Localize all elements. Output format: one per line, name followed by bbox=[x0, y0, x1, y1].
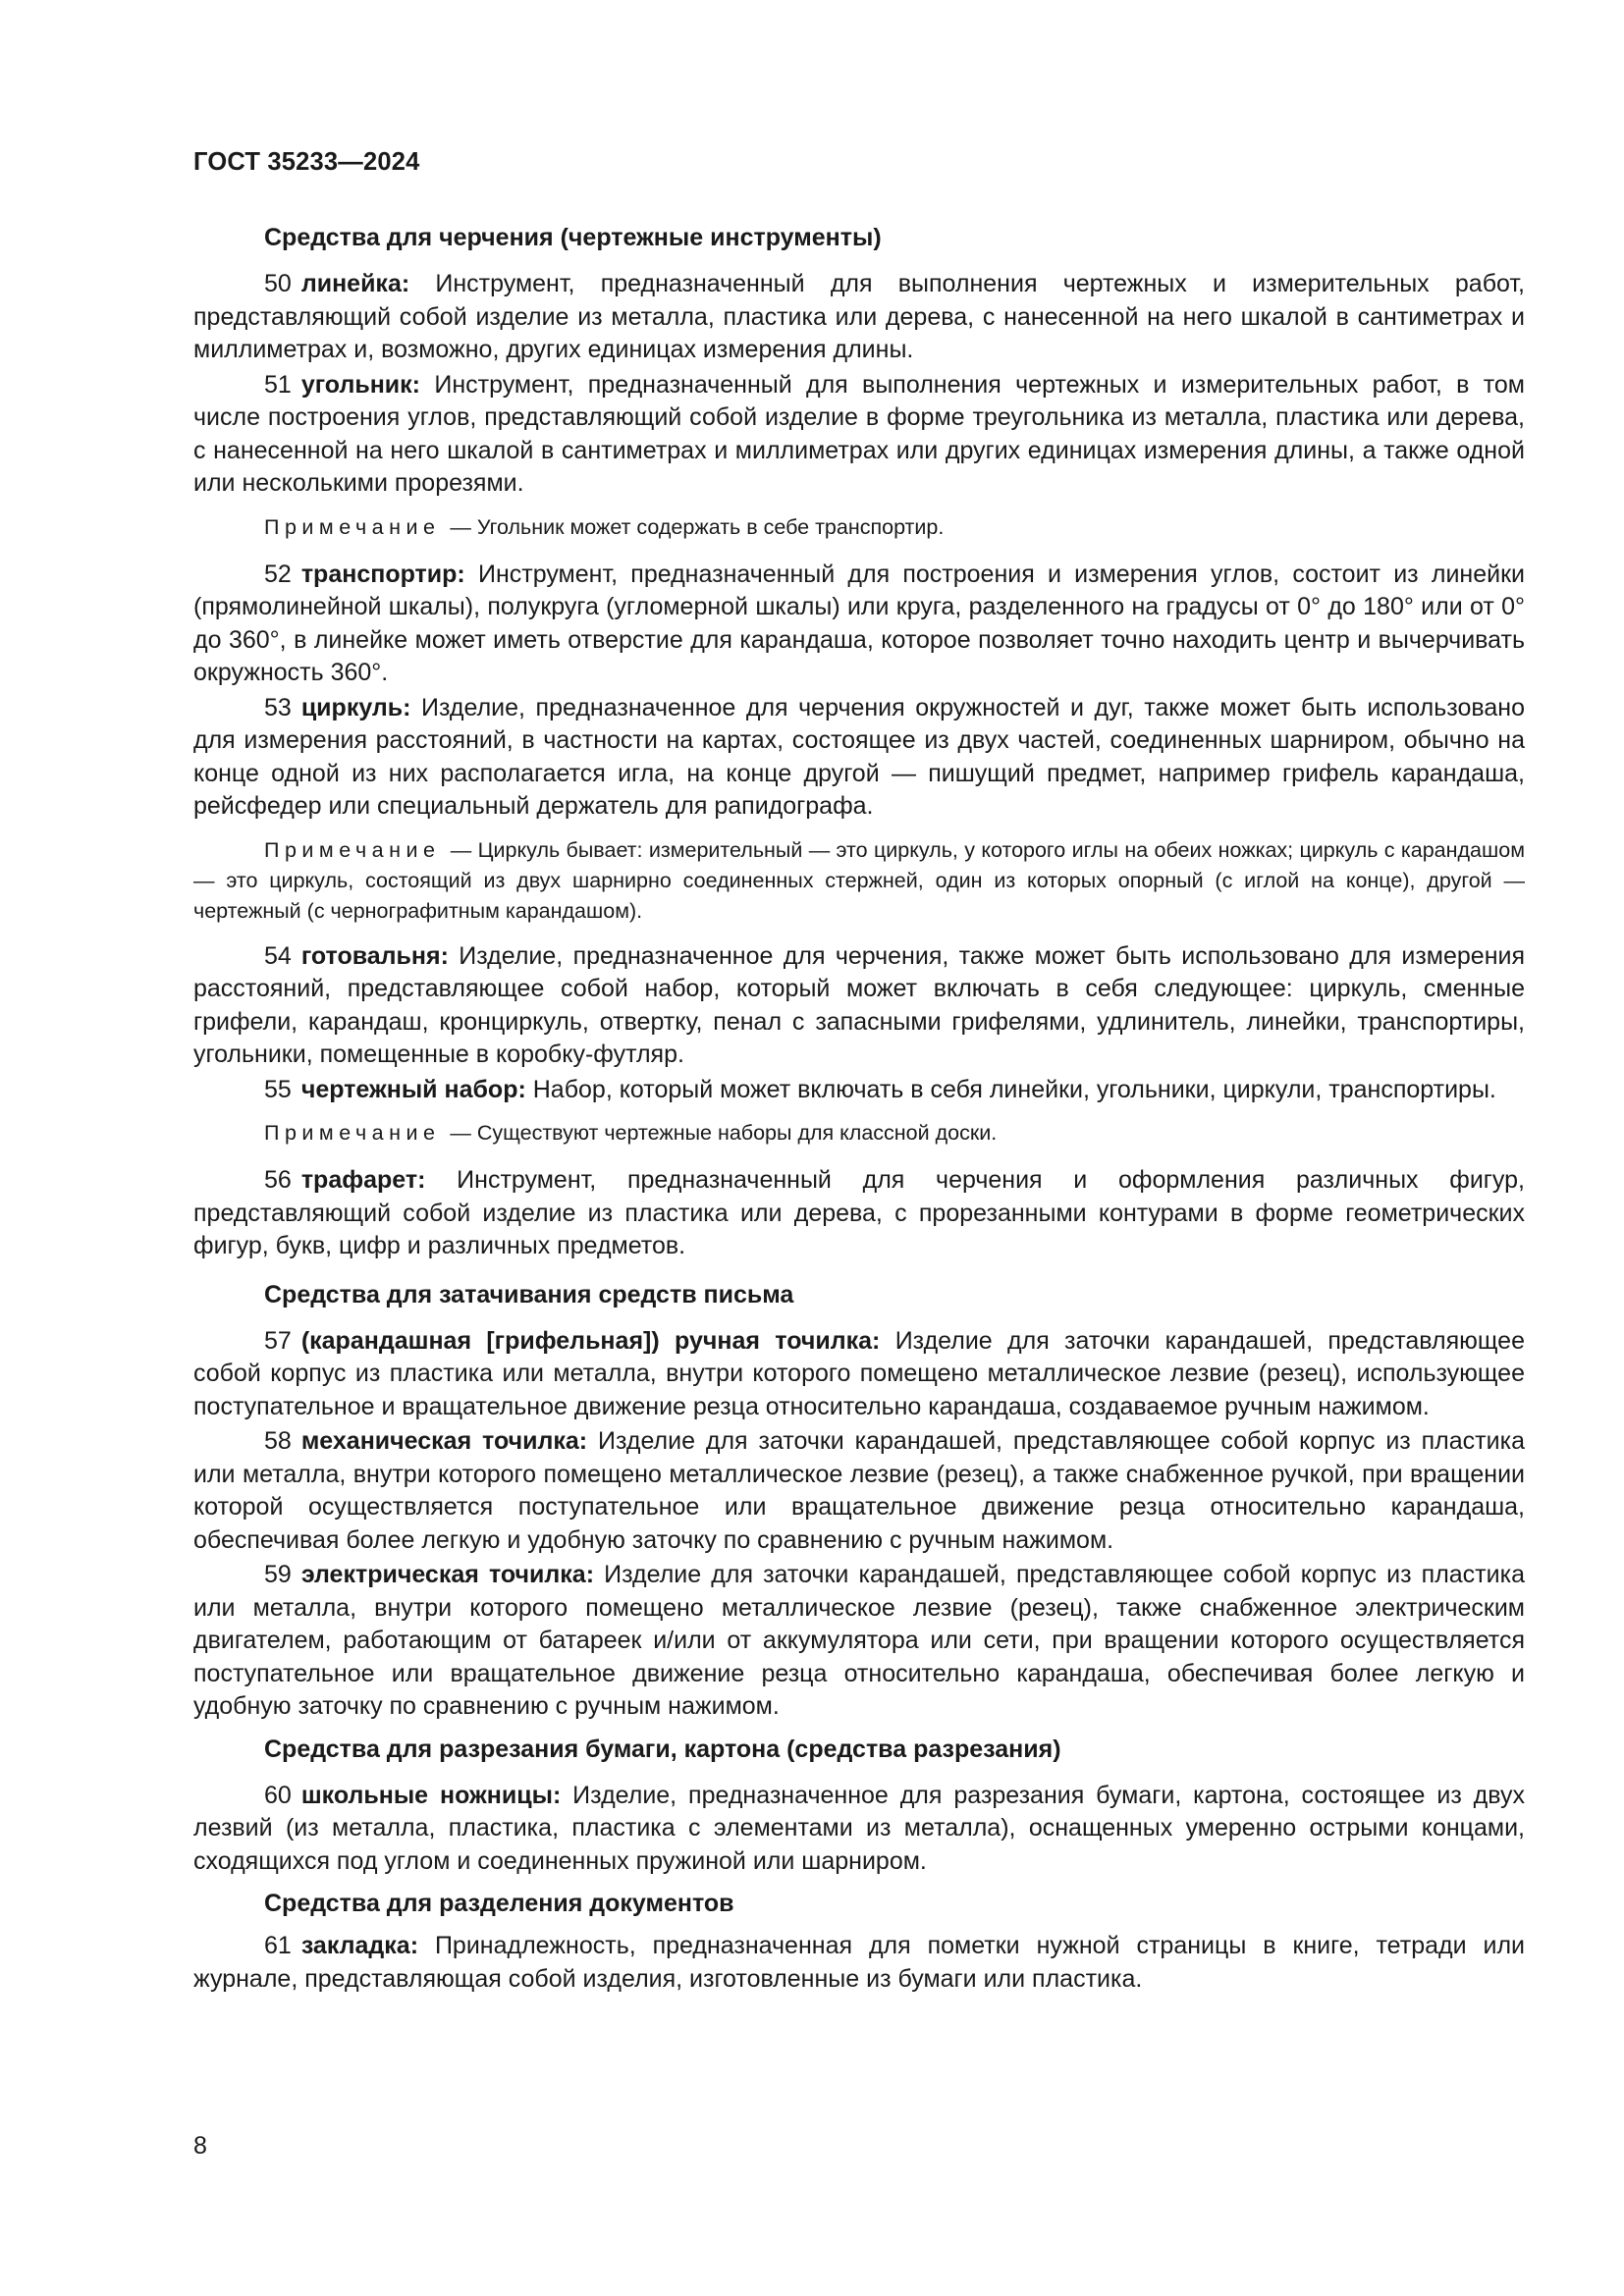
section-heading-separating: Средства для разделения документов bbox=[264, 1890, 734, 1917]
term-title: механическая точилка: bbox=[300, 1427, 588, 1455]
term-entry-55 bbox=[193, 1074, 1525, 1107]
term-definition: Изделие для заточки карандашей, представляющее собой корпус из пластика или металла, внутри которого помещено металлическое лезвие (резец), а также снабженное ручкой, при вращении которой осуществляется поступательное или вращательное движение резца относительно карандаша, обеспечивая более легкую и удобную заточку по сравнению с ручным нажимом. bbox=[193, 1427, 1525, 1554]
term-number: 51 bbox=[264, 370, 292, 399]
note-label: Примечание bbox=[264, 514, 441, 539]
term-entry-51 bbox=[193, 369, 1525, 501]
term-title: транспортир: bbox=[300, 560, 465, 588]
term-title: трафарет: bbox=[300, 1166, 426, 1194]
term-number: 55 bbox=[264, 1075, 292, 1103]
term-definition: Инструмент, предназначенный для черчения и оформления различных фигур, представляющий собой изделие из пластика или дерева, с прорезанными контурами в форме геометрических фигур, букв, цифр и различных предметов. bbox=[193, 1166, 1525, 1259]
term-title: электрическая точилка: bbox=[300, 1561, 595, 1588]
term-definition: Изделие, предназначенное для черчения, также может быть использовано для измерения расстояний, представляющее собой набор, который может включать в себя следующее: циркуль, сменные грифели, карандаш, кронциркуль, отвертку, пенал с запасными грифелями, удлинитель, линейки, транспортиры, угольники, помещенные в коробку-футляр. bbox=[193, 941, 1525, 1068]
term-entry-59 bbox=[193, 1559, 1525, 1724]
section-heading-drawing: Средства для черчения (чертежные инструменты) bbox=[264, 224, 882, 251]
note-53 bbox=[193, 835, 1525, 927]
term-number: 57 bbox=[264, 1326, 292, 1355]
term-number: 58 bbox=[264, 1427, 292, 1455]
term-number: 59 bbox=[264, 1561, 292, 1588]
term-definition: Набор, который может включать в себя линейки, угольники, циркули, транспортиры. bbox=[525, 1075, 1496, 1103]
note-text: — Циркуль бывает: измерительный — это циркуль, у которого иглы на обеих ножках; циркуль с карандашом — это циркуль, состоящий из двух шарнирно соединенных стержней, один из которых опорный (с иглой на конце), другой — чертежный (с чернографитным карандашом). bbox=[193, 837, 1525, 923]
note-55 bbox=[193, 1118, 1525, 1148]
term-title: закладка: bbox=[300, 1932, 419, 1959]
term-number: 60 bbox=[264, 1781, 292, 1809]
document-body bbox=[193, 222, 1525, 1996]
note-51 bbox=[193, 512, 1525, 543]
section-heading-cutting: Средства для разрезания бумаги, картона (средства разрезания) bbox=[264, 1735, 1061, 1763]
section-heading-sharpening: Средства для затачивания средств письма bbox=[264, 1280, 794, 1308]
term-number: 52 bbox=[264, 560, 292, 588]
term-number: 54 bbox=[264, 941, 292, 970]
term-definition: Изделие для заточки карандашей, представляющее собой корпус из пластика или металла, внутри которого помещено металлическое лезвие (резец), также снабженное электрическим двигателем, работающим от батареек и/или от аккумулятора или сети, при вращении которого осуществляется поступательное или вращательное движение резца относительно карандаша, обеспечивая более легкую и удобную заточку по сравнению с ручным нажимом. bbox=[193, 1561, 1525, 1720]
term-number: 50 bbox=[264, 270, 292, 297]
term-title: циркуль: bbox=[300, 693, 411, 721]
term-definition: Инструмент, предназначенный для построения и измерения углов, состоит из линейки (прямолинейной шкалы), полукруга (угломерной шкалы) или круга, разделенного на градусы от 0° до 180° или от 0° до 360°, в линейке может иметь отверстие для карандаша, которое позволяет точно находить центр и вычерчивать окружность 360°. bbox=[193, 560, 1525, 686]
term-definition: Изделие, предназначенное для разрезания бумаги, картона, состоящее из двух лезвий (из металла, пластика, пластика с элементами из металла), оснащенных умеренно острыми концами, сходящихся под углом и соединенных пружиной или шарниром. bbox=[193, 1781, 1525, 1875]
term-entry-57 bbox=[193, 1325, 1525, 1424]
term-entry-61 bbox=[193, 1930, 1525, 1996]
note-label: Примечание bbox=[264, 837, 441, 862]
term-definition: Изделие для заточки карандашей, представляющее собой корпус из пластика или металла, внутри которого помещено металлическое лезвие (резец), использующее поступательное и вращательное движение резца относительно карандаша, создаваемое ручным нажимом. bbox=[193, 1326, 1525, 1420]
term-title: линейка: bbox=[300, 270, 410, 297]
note-label: Примечание bbox=[264, 1121, 441, 1145]
term-number: 61 bbox=[264, 1932, 292, 1959]
term-title: (карандашная [грифельная]) ручная точилка: bbox=[300, 1326, 881, 1355]
term-definition: Изделие, предназначенное для черчения окружностей и дуг, также может быть использовано для измерения расстояний, в частности на картах, состоящее из двух частей, соединенных шарниром, обычно на конце одной из них располагается игла, на конце другой — пишущий предмет, например грифель карандаша, рейсфедер или специальный держатель для рапидографа. bbox=[193, 693, 1525, 820]
term-entry-50 bbox=[193, 268, 1525, 367]
document-id-header: ГОСТ 35233—2024 bbox=[193, 148, 420, 176]
term-entry-53 bbox=[193, 692, 1525, 824]
term-title: угольник: bbox=[300, 370, 421, 399]
term-definition: Инструмент, предназначенный для выполнения чертежных и измерительных работ, представляющий собой изделие из металла, пластика или дерева, с нанесенной на него шкалой в сантиметрах и миллиметрах и, возможно, других единицах измерения длины. bbox=[193, 270, 1525, 363]
term-definition: Инструмент, предназначенный для выполнения чертежных и измерительных работ, в том числе построения углов, представляющий собой изделие в форме треугольника из металла, пластика или дерева, с нанесенной на него шкалой в сантиметрах и миллиметрах или других единицах измерения длины, а также одной или несколькими прорезями. bbox=[193, 370, 1525, 497]
term-title: чертежный набор: bbox=[300, 1075, 526, 1103]
term-number: 56 bbox=[264, 1166, 292, 1194]
term-title: школьные ножницы: bbox=[300, 1781, 562, 1809]
note-text: — Существуют чертежные наборы для классной доски. bbox=[444, 1121, 998, 1145]
term-entry-54 bbox=[193, 940, 1525, 1072]
term-entry-56 bbox=[193, 1164, 1525, 1263]
term-number: 53 bbox=[264, 693, 292, 721]
term-entry-52 bbox=[193, 559, 1525, 690]
note-text: — Угольник может содержать в себе транспортир. bbox=[444, 514, 945, 539]
term-entry-60 bbox=[193, 1780, 1525, 1879]
term-entry-58 bbox=[193, 1425, 1525, 1557]
page-number: 8 bbox=[193, 2132, 207, 2160]
term-title: готовальня: bbox=[300, 941, 449, 970]
term-definition: Принадлежность, предназначенная для пометки нужной страницы в книге, тетради или журнале, представляющая собой изделия, изготовленные из бумаги или пластика. bbox=[193, 1932, 1525, 1993]
